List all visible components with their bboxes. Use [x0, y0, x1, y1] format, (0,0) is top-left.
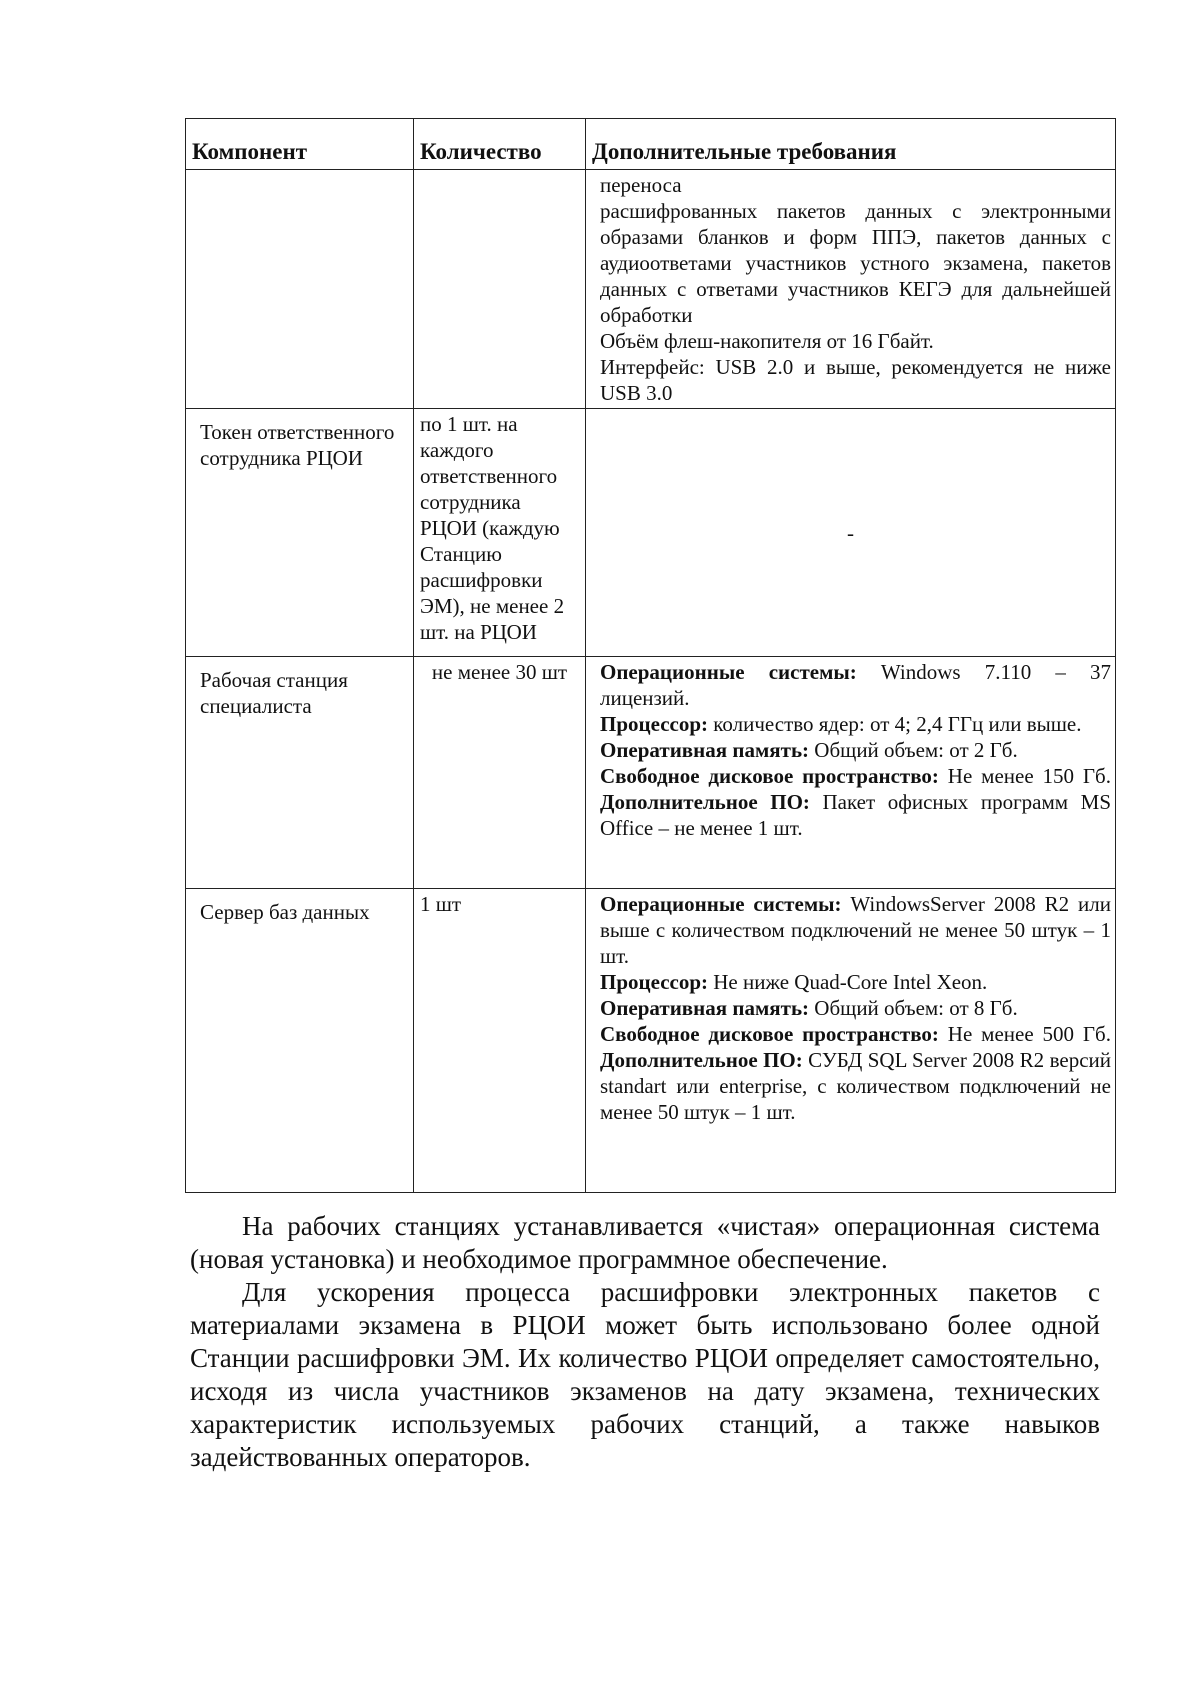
header-quantity: Количество — [414, 119, 586, 170]
disk-label: Свободное дисковое пространство: — [600, 764, 939, 788]
software-value: Пакет офисных программ MS Office – не менее 1 шт. — [600, 790, 1112, 840]
quantity-cell: по 1 шт. на каждого ответственного сотрудника РЦОИ (каждую Станцию расшифровки ЭМ), не менее 2 шт. на РЦОИ — [414, 409, 586, 657]
quantity-cell: 1 шт — [414, 889, 586, 1193]
os-label: Операционные системы: — [600, 660, 857, 684]
quantity-cell — [414, 170, 586, 409]
table-row — [186, 657, 1116, 889]
ram-label: Оперативная память: — [600, 738, 810, 762]
requirements-cell — [586, 170, 1116, 409]
component-cell — [186, 170, 414, 409]
os-value: Windows 7.110 – 37 лицензий. — [600, 660, 1112, 710]
requirements-table — [185, 118, 1116, 1193]
disk-value: Не менее 500 Гб. — [938, 1022, 1111, 1046]
table-row — [186, 409, 1116, 657]
table-row — [186, 889, 1116, 1193]
requirements-cell: - — [586, 409, 1116, 657]
ram-label: Оперативная память: — [600, 996, 810, 1020]
cpu-label: Процессор: — [600, 970, 709, 994]
requirement-line: Объём флеш-накопителя от 16 Гбайт. — [600, 329, 934, 353]
component-cell: Токен ответственного сотрудника РЦОИ — [186, 409, 414, 657]
table-row — [186, 170, 1116, 409]
disk-label: Свободное дисковое пространство: — [600, 1022, 939, 1046]
disk-value: Не менее 150 Гб. — [938, 764, 1111, 788]
component-cell: Сервер баз данных — [186, 889, 414, 1193]
cpu-value: количество ядер: от 4; 2,4 ГГц или выше. — [708, 712, 1082, 736]
requirement-line: расшифрованных пакетов данных с электронными образами бланков и форм ППЭ, пакетов данных с аудиоответами участников устного экзамена, пакетов данных с ответами участников КЕГЭ для дальнейшей обработки — [600, 199, 1111, 327]
os-label: Операционные системы: — [600, 892, 842, 916]
ram-value: Общий объем: от 8 Гб. — [809, 996, 1018, 1020]
header-component: Компонент — [186, 119, 414, 170]
paragraph-decryption-stations: Для ускорения процесса расшифровки электронных пакетов с материалами экзамена в РЦОИ может быть использовано более одной Станции расшифровки ЭМ. Их количество РЦОИ определяет самостоятельно, исходя из числа участников экзаменов на дату экзамена, технических характеристик используемых рабочих станций, а также навыков задействованных операторов. — [190, 1277, 1100, 1472]
requirements-cell — [586, 657, 1116, 889]
cpu-label: Процессор: — [600, 712, 709, 736]
ram-value: Общий объем: от 2 Гб. — [809, 738, 1018, 762]
header-requirements: Дополнительные требования — [586, 119, 1116, 170]
os-value: WindowsServer 2008 R2 или выше с количеством подключений не менее 50 штук – 1 шт. — [600, 892, 1111, 968]
requirement-line: Интерфейс: USB 2.0 и выше, рекомендуется не ниже USB 3.0 — [600, 355, 1111, 405]
table-header-row — [186, 119, 1116, 170]
requirement-line: переноса — [600, 173, 682, 197]
paragraph-clean-os: На рабочих станциях устанавливается «чистая» операционная система (новая установка) и необходимое программное обеспечение. — [190, 1211, 1100, 1274]
software-value: СУБД SQL Server 2008 R2 версий standart или enterprise, с количеством подключений не менее 50 штук – 1 шт. — [600, 1048, 1111, 1124]
requirements-cell — [586, 889, 1116, 1193]
cpu-value: Не ниже Quad-Core Intel Xeon. — [708, 970, 988, 994]
software-label: Дополнительное ПО: — [600, 1048, 803, 1072]
quantity-cell: не менее 30 шт — [414, 657, 586, 889]
software-label: Дополнительное ПО: — [600, 790, 810, 814]
component-cell: Рабочая станция специалиста — [186, 657, 414, 889]
